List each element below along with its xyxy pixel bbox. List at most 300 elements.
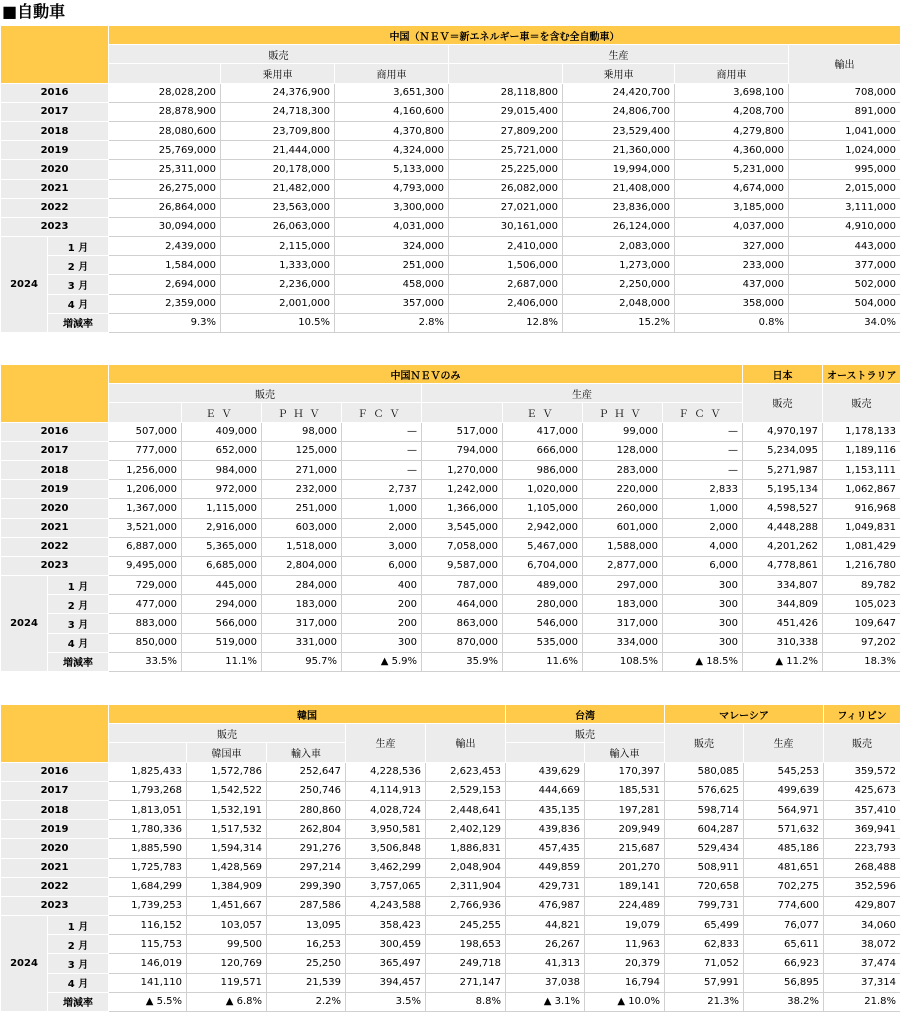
data-cell: 1,584,000 <box>109 256 221 275</box>
table-row <box>1 896 900 915</box>
table-corner <box>1 365 109 423</box>
data-cell: 201,270 <box>585 858 665 877</box>
data-cell: 4,598,527 <box>743 499 823 518</box>
data-cell: 489,000 <box>503 576 583 595</box>
table-row <box>1 441 900 460</box>
data-cell: 529,434 <box>665 839 744 858</box>
data-cell: 56,895 <box>744 973 824 992</box>
data-cell: 1,366,000 <box>422 499 503 518</box>
data-cell: 502,000 <box>789 275 900 294</box>
data-cell: 4,279,800 <box>675 121 789 140</box>
production-header: 生産 <box>449 45 789 64</box>
data-cell: 224,489 <box>585 896 665 915</box>
data-cell: 280,000 <box>503 595 583 614</box>
data-cell: 1,532,191 <box>187 800 267 819</box>
taiwan-sales-header: 販売 <box>506 724 665 743</box>
data-cell: 580,085 <box>665 762 744 781</box>
data-cell: 23,529,400 <box>563 121 675 140</box>
korea-sales-total-header <box>109 743 187 762</box>
data-cell: 4,028,724 <box>346 800 426 819</box>
data-cell: 334,807 <box>743 576 823 595</box>
data-cell: 2,439,000 <box>109 237 221 256</box>
month-label: 3 月 <box>48 275 109 294</box>
table-row <box>1 556 900 575</box>
data-cell: 183,000 <box>583 595 663 614</box>
data-cell: 5,195,134 <box>743 480 823 499</box>
data-cell: 24,806,700 <box>563 102 675 121</box>
data-cell: 28,118,800 <box>449 83 563 102</box>
data-cell: 21,444,000 <box>221 141 335 160</box>
data-cell: 103,057 <box>187 916 267 935</box>
data-cell: 3,185,000 <box>675 198 789 217</box>
data-cell: 576,625 <box>665 781 744 800</box>
year-label: 2019 <box>1 480 109 499</box>
data-cell: 327,000 <box>675 237 789 256</box>
data-cell: 2.8% <box>335 313 449 332</box>
data-cell: 1,216,780 <box>823 556 900 575</box>
data-cell: 1,518,000 <box>262 537 342 556</box>
data-cell: 233,000 <box>675 256 789 275</box>
data-cell: 24,718,300 <box>221 102 335 121</box>
data-cell: 21.8% <box>824 992 900 1011</box>
table-row <box>1 800 900 819</box>
data-cell: 2,942,000 <box>503 518 583 537</box>
data-cell: 425,673 <box>824 781 900 800</box>
data-cell: 9.3% <box>109 313 221 332</box>
data-cell: 24,420,700 <box>563 83 675 102</box>
sales-commercial-header: 商用車 <box>335 64 449 83</box>
data-cell: 334,000 <box>583 633 663 652</box>
data-cell: 65,611 <box>744 935 824 954</box>
data-cell: 200 <box>342 614 422 633</box>
data-cell: 294,000 <box>182 595 262 614</box>
china-nev-header: 中国ＮＥＶのみ <box>109 365 743 384</box>
data-cell: 2,048,904 <box>426 858 506 877</box>
data-cell: 369,941 <box>824 820 900 839</box>
table-row <box>1 179 900 198</box>
data-cell: 2,833 <box>663 480 743 499</box>
philippines-sales-header: 販売 <box>824 724 900 762</box>
data-cell: 449,859 <box>506 858 585 877</box>
data-cell: 223,793 <box>824 839 900 858</box>
data-cell: 883,000 <box>109 614 182 633</box>
data-cell: 1,333,000 <box>221 256 335 275</box>
year-2024-label: 2024 <box>1 916 48 1012</box>
year-label: 2019 <box>1 820 109 839</box>
data-cell: 232,000 <box>262 480 342 499</box>
data-cell: 481,651 <box>744 858 824 877</box>
month-label: 4 月 <box>48 973 109 992</box>
month-label: 3 月 <box>48 954 109 973</box>
data-cell: 98,000 <box>262 422 342 441</box>
data-cell: 2,015,000 <box>789 179 900 198</box>
china-all-header: 中国（ＮＥＶ＝新エネルギー車＝を含む全自動車） <box>109 26 900 45</box>
data-cell: 4,324,000 <box>335 141 449 160</box>
data-cell: 794,000 <box>422 441 503 460</box>
data-cell: 300 <box>663 614 743 633</box>
data-cell: 995,000 <box>789 160 900 179</box>
data-cell: 1,153,111 <box>823 460 900 479</box>
data-cell: 6,000 <box>342 556 422 575</box>
data-cell: 358,000 <box>675 294 789 313</box>
data-cell: 44,821 <box>506 916 585 935</box>
data-cell: 115,753 <box>109 935 187 954</box>
data-cell: 21,539 <box>267 973 346 992</box>
japan-header: 日本 <box>743 365 823 384</box>
data-cell: 499,639 <box>744 781 824 800</box>
data-cell: 702,275 <box>744 877 824 896</box>
data-cell: 519,000 <box>182 633 262 652</box>
data-cell: 23,563,000 <box>221 198 335 217</box>
data-cell: 1,041,000 <box>789 121 900 140</box>
data-cell: 200 <box>342 595 422 614</box>
data-cell: 444,669 <box>506 781 585 800</box>
data-cell: 477,000 <box>109 595 182 614</box>
year-label: 2022 <box>1 537 109 556</box>
data-cell: 26,063,000 <box>221 217 335 236</box>
data-cell: 2,804,000 <box>262 556 342 575</box>
data-cell: 25,225,000 <box>449 160 563 179</box>
year-label: 2016 <box>1 422 109 441</box>
data-cell: 1,206,000 <box>109 480 182 499</box>
nev-production-total-header <box>422 403 503 422</box>
data-cell: 601,000 <box>583 518 663 537</box>
data-cell: 5,271,987 <box>743 460 823 479</box>
data-cell: 1,270,000 <box>422 460 503 479</box>
data-cell: 4,243,588 <box>346 896 426 915</box>
data-cell: 300 <box>663 595 743 614</box>
data-cell: 3.5% <box>346 992 426 1011</box>
data-cell: 666,000 <box>503 441 583 460</box>
data-cell: 245,255 <box>426 916 506 935</box>
data-cell: 986,000 <box>503 460 583 479</box>
data-cell: 517,000 <box>422 422 503 441</box>
data-cell: 429,807 <box>824 896 900 915</box>
data-cell: 603,000 <box>262 518 342 537</box>
data-cell: 220,000 <box>583 480 663 499</box>
table-row <box>1 820 900 839</box>
data-cell: 2,623,453 <box>426 762 506 781</box>
nev-sales-phv-header: ＰＨＶ <box>262 403 342 422</box>
data-cell: 183,000 <box>262 595 342 614</box>
data-cell: 850,000 <box>109 633 182 652</box>
table-row <box>1 275 900 294</box>
data-cell: 2,048,000 <box>563 294 675 313</box>
data-cell: 13,095 <box>267 916 346 935</box>
data-cell: 4,201,262 <box>743 537 823 556</box>
taiwan-sales-total-header <box>506 743 585 762</box>
data-cell: 9,587,000 <box>422 556 503 575</box>
data-cell: 3,506,848 <box>346 839 426 858</box>
table-row <box>1 992 900 1011</box>
australia-sales-header: 販売 <box>823 384 900 422</box>
data-cell: 2,406,000 <box>449 294 563 313</box>
data-cell: 7,058,000 <box>422 537 503 556</box>
data-cell: 57,991 <box>665 973 744 992</box>
korea-export-header: 輸出 <box>426 724 506 762</box>
production-passenger-header: 乗用車 <box>563 64 675 83</box>
data-cell: 1,242,000 <box>422 480 503 499</box>
japan-sales-header: 販売 <box>743 384 823 422</box>
data-cell: 71,052 <box>665 954 744 973</box>
data-cell: 28,028,200 <box>109 83 221 102</box>
data-cell: 972,000 <box>182 480 262 499</box>
data-cell: 65,499 <box>665 916 744 935</box>
data-cell: 4,793,000 <box>335 179 449 198</box>
data-cell: 1,793,268 <box>109 781 187 800</box>
data-cell: 4,910,000 <box>789 217 900 236</box>
data-cell: 19,079 <box>585 916 665 935</box>
data-cell: 262,804 <box>267 820 346 839</box>
data-cell: 1,000 <box>342 499 422 518</box>
data-cell: 26,267 <box>506 935 585 954</box>
data-cell: 417,000 <box>503 422 583 441</box>
month-label: 1 月 <box>48 576 109 595</box>
data-cell: 300 <box>663 633 743 652</box>
data-cell: 66,923 <box>744 954 824 973</box>
data-cell: 365,497 <box>346 954 426 973</box>
data-cell: 4,160,600 <box>335 102 449 121</box>
data-cell: 535,000 <box>503 633 583 652</box>
month-label: 3 月 <box>48 614 109 633</box>
data-cell: 27,021,000 <box>449 198 563 217</box>
year-label: 2017 <box>1 781 109 800</box>
data-cell: 30,094,000 <box>109 217 221 236</box>
data-cell: 1,062,867 <box>823 480 900 499</box>
data-cell: 2,916,000 <box>182 518 262 537</box>
data-cell: 41,313 <box>506 954 585 973</box>
data-cell: 6,685,000 <box>182 556 262 575</box>
data-cell: 409,000 <box>182 422 262 441</box>
data-cell: 445,000 <box>182 576 262 595</box>
data-cell: 20,379 <box>585 954 665 973</box>
china-nev-japan-australia-table <box>0 364 900 672</box>
data-cell: 25,311,000 <box>109 160 221 179</box>
table-row <box>1 762 900 781</box>
year-label: 2020 <box>1 160 109 179</box>
sales-passenger-header: 乗用車 <box>221 64 335 83</box>
year-label: 2022 <box>1 198 109 217</box>
data-cell: 1,886,831 <box>426 839 506 858</box>
table-row <box>1 460 900 479</box>
data-cell: 3,698,100 <box>675 83 789 102</box>
data-cell: 5,467,000 <box>503 537 583 556</box>
data-cell: 1,506,000 <box>449 256 563 275</box>
change-rate-label: 増減率 <box>48 992 109 1011</box>
data-cell: 99,500 <box>187 935 267 954</box>
year-label: 2021 <box>1 518 109 537</box>
data-cell: 3,545,000 <box>422 518 503 537</box>
data-cell: 250,746 <box>267 781 346 800</box>
data-cell: 297,000 <box>583 576 663 595</box>
table-row <box>1 121 900 140</box>
data-cell: 23,836,000 <box>563 198 675 217</box>
sales-total-header <box>109 64 221 83</box>
nev-sales-ev-header: ＥＶ <box>182 403 262 422</box>
year-label: 2020 <box>1 499 109 518</box>
table-row <box>1 256 900 275</box>
year-label: 2021 <box>1 858 109 877</box>
korea-production-header: 生産 <box>346 724 426 762</box>
data-cell: 1,105,000 <box>503 499 583 518</box>
table-corner <box>1 705 109 763</box>
data-cell: 38,072 <box>824 935 900 954</box>
year-label: 2016 <box>1 762 109 781</box>
data-cell: 3,950,581 <box>346 820 426 839</box>
data-cell: 4,031,000 <box>335 217 449 236</box>
malaysia-sales-header: 販売 <box>665 724 744 762</box>
taiwan-imported-cars-header: 輸入車 <box>585 743 665 762</box>
data-cell: 2,000 <box>342 518 422 537</box>
data-cell: 197,281 <box>585 800 665 819</box>
data-cell: — <box>663 422 743 441</box>
nev-production-ev-header: ＥＶ <box>503 403 583 422</box>
data-cell: 787,000 <box>422 576 503 595</box>
data-cell: — <box>342 460 422 479</box>
data-cell: 4,970,197 <box>743 422 823 441</box>
malaysia-production-header: 生産 <box>744 724 824 762</box>
data-cell: 26,124,000 <box>563 217 675 236</box>
data-cell: 1,542,522 <box>187 781 267 800</box>
data-cell: 2,766,936 <box>426 896 506 915</box>
data-cell: 284,000 <box>262 576 342 595</box>
data-cell: 458,000 <box>335 275 449 294</box>
change-rate-label: 増減率 <box>48 313 109 332</box>
data-cell: 2,410,000 <box>449 237 563 256</box>
data-cell: 209,949 <box>585 820 665 839</box>
data-cell: 10.5% <box>221 313 335 332</box>
year-label: 2023 <box>1 896 109 915</box>
data-cell: 571,632 <box>744 820 824 839</box>
data-cell: 1,367,000 <box>109 499 182 518</box>
data-cell: 1,451,667 <box>187 896 267 915</box>
data-cell: 984,000 <box>182 460 262 479</box>
data-cell: 280,860 <box>267 800 346 819</box>
data-cell: 2,529,153 <box>426 781 506 800</box>
korea-sales-header: 販売 <box>109 724 346 743</box>
data-cell: 27,809,200 <box>449 121 563 140</box>
data-cell: 777,000 <box>109 441 182 460</box>
table-row <box>1 313 900 332</box>
month-label: 2 月 <box>48 256 109 275</box>
data-cell: 128,000 <box>583 441 663 460</box>
data-cell: 2.2% <box>267 992 346 1011</box>
data-cell: 1,517,532 <box>187 820 267 839</box>
data-cell: 4,674,000 <box>675 179 789 198</box>
data-cell: 120,769 <box>187 954 267 973</box>
data-cell: 3,521,000 <box>109 518 182 537</box>
data-cell: 119,571 <box>187 973 267 992</box>
year-label: 2018 <box>1 460 109 479</box>
data-cell: 25,250 <box>267 954 346 973</box>
production-commercial-header: 商用車 <box>675 64 789 83</box>
data-cell: 357,410 <box>824 800 900 819</box>
table-row <box>1 422 900 441</box>
data-cell: 16,253 <box>267 935 346 954</box>
data-cell: — <box>342 441 422 460</box>
data-cell: 1,178,133 <box>823 422 900 441</box>
table-row <box>1 237 900 256</box>
data-cell: 3,651,300 <box>335 83 449 102</box>
data-cell: 15.2% <box>563 313 675 332</box>
month-label: 1 月 <box>48 916 109 935</box>
table-corner <box>1 26 109 84</box>
table-row <box>1 973 900 992</box>
data-cell: 1,384,909 <box>187 877 267 896</box>
data-cell: 5,133,000 <box>335 160 449 179</box>
data-cell: 652,000 <box>182 441 262 460</box>
data-cell: 170,397 <box>585 762 665 781</box>
data-cell: 1,024,000 <box>789 141 900 160</box>
data-cell: 6,887,000 <box>109 537 182 556</box>
data-cell: 331,000 <box>262 633 342 652</box>
data-cell: 891,000 <box>789 102 900 121</box>
data-cell: 26,082,000 <box>449 179 563 198</box>
data-cell: 507,000 <box>109 422 182 441</box>
data-cell: 21,482,000 <box>221 179 335 198</box>
nev-production-phv-header: ＰＨＶ <box>583 403 663 422</box>
data-cell: 3,000 <box>342 537 422 556</box>
data-cell: 271,000 <box>262 460 342 479</box>
data-cell: 464,000 <box>422 595 503 614</box>
data-cell: 774,600 <box>744 896 824 915</box>
table-row <box>1 633 900 652</box>
year-label: 2022 <box>1 877 109 896</box>
month-label: 4 月 <box>48 294 109 313</box>
data-cell: ▲ 10.0% <box>585 992 665 1011</box>
data-cell: 2,000 <box>663 518 743 537</box>
data-cell: 116,152 <box>109 916 187 935</box>
data-cell: 2,448,641 <box>426 800 506 819</box>
data-cell: 141,110 <box>109 973 187 992</box>
data-cell: 2,694,000 <box>109 275 221 294</box>
year-label: 2018 <box>1 800 109 819</box>
data-cell: 24,376,900 <box>221 83 335 102</box>
data-cell: — <box>342 422 422 441</box>
table-row <box>1 614 900 633</box>
data-cell: 485,186 <box>744 839 824 858</box>
data-cell: 324,000 <box>335 237 449 256</box>
data-cell: 1,780,336 <box>109 820 187 839</box>
korea-domestic-cars-header: 韓国車 <box>187 743 267 762</box>
sales-header: 販売 <box>109 45 449 64</box>
data-cell: 2,687,000 <box>449 275 563 294</box>
data-cell: 16,794 <box>585 973 665 992</box>
data-cell: 268,488 <box>824 858 900 877</box>
data-cell: 283,000 <box>583 460 663 479</box>
data-cell: 598,714 <box>665 800 744 819</box>
data-cell: 1,428,569 <box>187 858 267 877</box>
data-cell: ▲ 5.9% <box>342 652 422 671</box>
nev-production-header: 生産 <box>422 384 743 403</box>
data-cell: 4,208,700 <box>675 102 789 121</box>
year-label: 2017 <box>1 441 109 460</box>
data-cell: 146,019 <box>109 954 187 973</box>
data-cell: 451,426 <box>743 614 823 633</box>
data-cell: 37,038 <box>506 973 585 992</box>
data-cell: 299,390 <box>267 877 346 896</box>
data-cell: 863,000 <box>422 614 503 633</box>
data-cell: 546,000 <box>503 614 583 633</box>
data-cell: 99,000 <box>583 422 663 441</box>
data-cell: 2,311,904 <box>426 877 506 896</box>
data-cell: 300,459 <box>346 935 426 954</box>
page-title: ■自動車 <box>2 1 65 23</box>
data-cell: 1,081,429 <box>823 537 900 556</box>
year-2024-label: 2024 <box>1 576 48 672</box>
data-cell: 4,228,536 <box>346 762 426 781</box>
data-cell: 720,658 <box>665 877 744 896</box>
